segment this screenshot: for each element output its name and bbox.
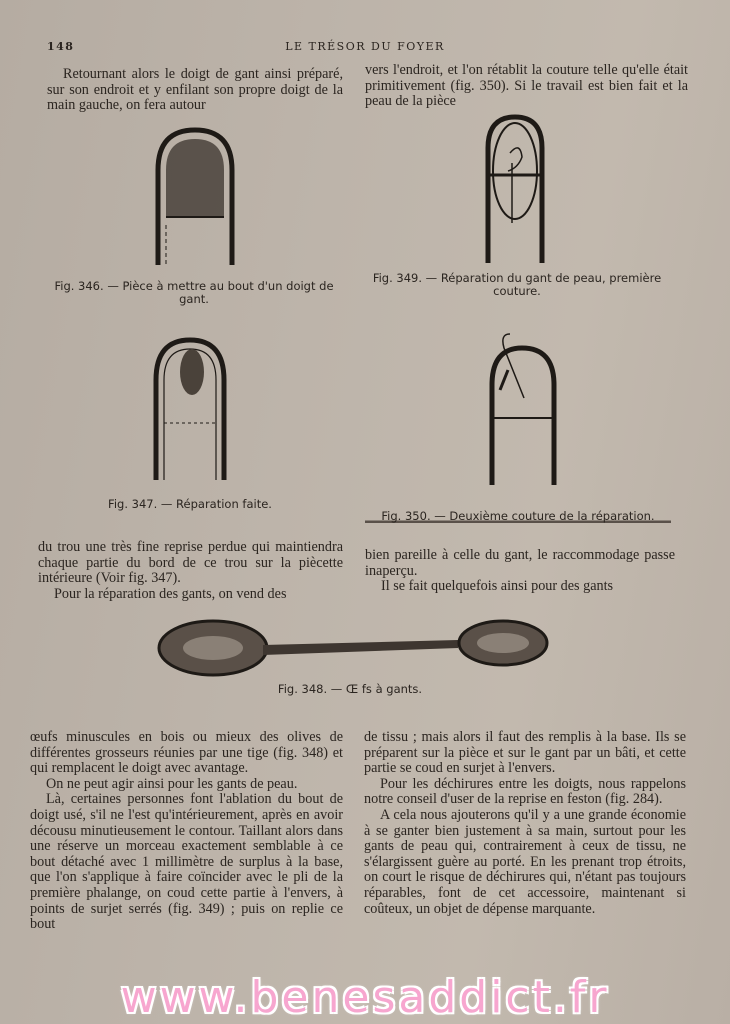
paragraph: Pour la réparation des gants, on vend des [54, 585, 287, 602]
caption-fig-348: Fig. 348. — Œ fs à gants. [277, 682, 423, 696]
paragraph: Pour les déchirures entre les doigts, nous rappelons notre conseil d'user de la reprise en feston (fig. 284). [364, 775, 686, 808]
paragraph: On ne peut agir ainsi pour les gants de peau. [46, 775, 298, 792]
fig-350-second-seam [480, 330, 570, 490]
caption-fig-350: Fig. 350. — Deuxième couture de la réparation. [365, 510, 671, 523]
paragraph: Là, certaines personnes font l'ablation du bout de doigt usé, s'il ne l'est qu'intérieurement, après en avoir décousu minutieusement le contour. Taillant alors dans une réserve un morceau exactement semblable à ce bout détaché avec 1 millimètre de surplus à la base, que l'on s'applique à faire coïncider avec le pli de la première phalange, on coud cette partie à l'envers, à points de surjet serrés (fig. 349) ; puis on replie ce bout [30, 791, 343, 933]
fig-349-first-seam [480, 113, 550, 268]
text-top-left [47, 67, 343, 114]
fig-348-glove-darning-eggs [158, 615, 550, 680]
paragraph: de tissu ; mais alors il faut des remplis à la base. Ils se préparent sur la pièce et sur le gant par un bâti, et cette partie se coud en surjet à l'envers. [364, 729, 686, 777]
paragraph: œufs minuscules en bois ou mieux des olives de différentes grosseurs réunies par une tige (fig. 348) et qui remplacent le doigt avec avantage. [30, 729, 343, 777]
paragraph: du trou une très fine reprise perdue qui maintiendra chaque partie du bord de ce trou sur la piècette intérieure (Voir fig. 347). [38, 539, 343, 587]
caption-fig-349: Fig. 349. — Réparation du gant de peau, première couture. [372, 271, 662, 298]
paragraph: Il se fait quelquefois ainsi pour des gants [381, 578, 614, 595]
paragraph: bien pareille à celle du gant, le raccommodage passe inaperçu. [365, 547, 675, 579]
caption-fig-346: Fig. 346. — Pièce à mettre au bout d'un doigt de gant. [54, 279, 334, 306]
text-mid-right [365, 548, 675, 595]
fig-346-glove-finger-patch [150, 125, 240, 275]
watermark-link: www.benesaddict.fr [120, 972, 610, 1023]
fig-347-repaired-finger [150, 335, 230, 485]
paragraph: A cela nous ajouterons qu'il y a une grande économie à se ganter bien justement à sa main, surtout pour les gants de peau qui, contrairement à ceux de tissu, ne s'élargissent guère au porté. En les prenant trop étroits, on court le risque de déchirures qui, n'étant pas toujours réparables, font de cet accessoire, maintenant si coûteux, un objet de dépense marquante. [364, 806, 686, 917]
paragraph: Retournant alors le doigt de gant ainsi préparé, sur son endroit et y enfilant son propre doigt de la main gauche, on fera autour [47, 66, 343, 114]
caption-fig-347: Fig. 347. — Réparation faite. [108, 497, 272, 511]
text-mid-left [38, 540, 343, 602]
running-title: LE TRÉSOR DU FOYER [285, 40, 445, 53]
text-bottom-right [364, 730, 686, 917]
text-bottom-left [30, 730, 343, 933]
paragraph: vers l'endroit, et l'on rétablit la couture telle qu'elle était primitivement (fig. 350). Si le travail est bien fait et la peau de la pièce [365, 62, 688, 110]
text-top-right [365, 63, 688, 110]
page-number: 148 [47, 40, 75, 53]
